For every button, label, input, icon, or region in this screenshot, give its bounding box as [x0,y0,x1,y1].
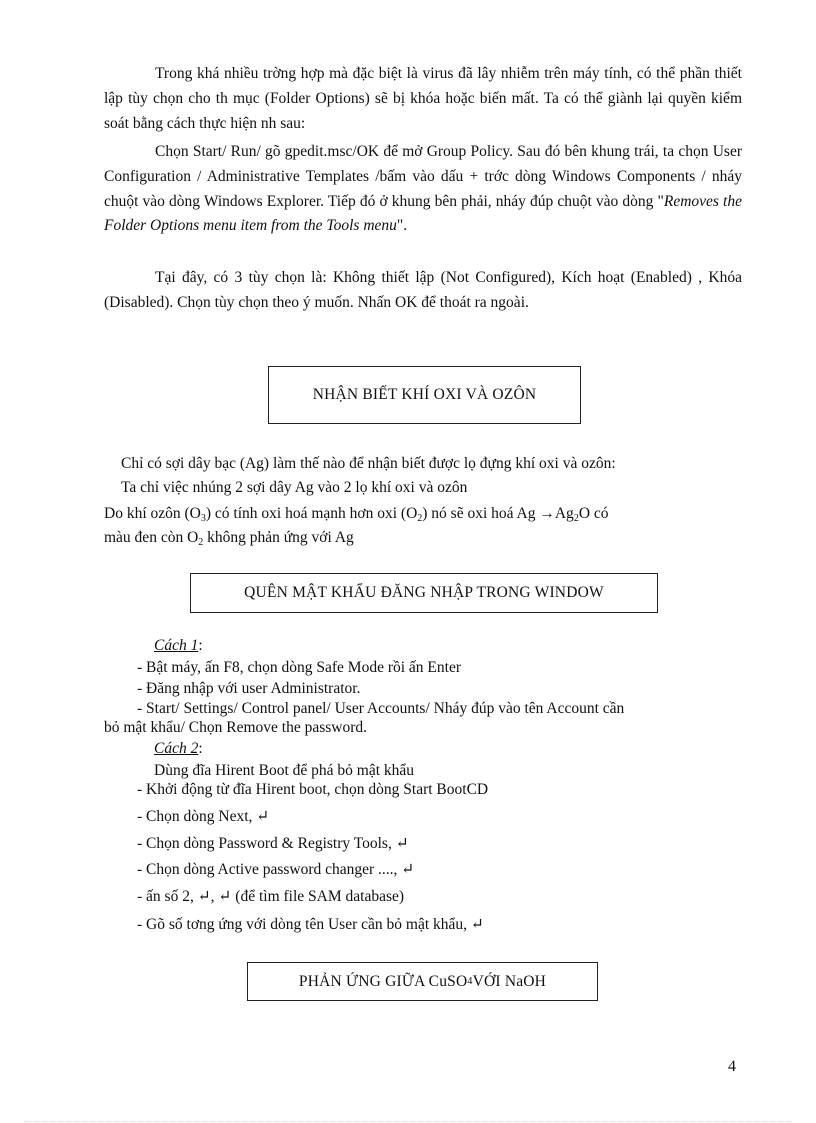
oxi-line-3-part: Do khí ozôn (O [104,505,201,522]
method-1-step-3-cont: bỏ mật khẩu/ Chọn Remove the password. [104,719,368,736]
method-1-step-2: - Đăng nhập với user Administrator. [137,680,361,697]
page-number: 4 [728,1058,736,1075]
method-1-heading [154,636,203,656]
oxi-line-3 [104,504,742,524]
method-2-step-6: - Gõ số tơng ứng với dòng tên User cần bỏ mật khẩu, ↵ [137,916,484,933]
intro-paragraph-2 [104,140,742,239]
intro-paragraph-2-text: Chọn Start/ Run/ gõ gpedit.msc/OK để mở Group Policy. Sau đó bên khung trái, ta chọn User Configuration / Administrative Templates /bấm vào dấu + trớc dòng Windows Components / nháy chuột vào dòng Windows Explorer. Tiếp đó ở khung bên phải, nháy đúp chuột vào dòng " [104,143,742,210]
oxi-line-3-part: O có [578,505,609,522]
section-title-oxi: NHẬN BIẾT KHÍ OXI VÀ OZÔN [268,366,581,424]
method-2-step-1: - Khởi động từ đĩa Hirent boot, chọn dòng Start BootCD [137,781,489,798]
method-2-intro: Dùng đĩa Hirent Boot để phá bỏ mật khẩu [154,762,415,779]
oxi-line-2: Ta chỉ việc nhúng 2 sợi dây Ag vào 2 lọ khí oxi và ozôn [121,479,468,496]
subscript: 2 [417,513,423,524]
oxi-line-4 [104,528,354,548]
method-1-colon: : [198,637,203,654]
intro-paragraph-2-end: ". [396,217,408,235]
intro-paragraph-2-italic: Removes the Folder Options menu item from the Tools menu [104,192,742,235]
oxi-line-3-part: ) có tính oxi hoá mạnh hơn oxi (O [205,505,418,522]
method-2-colon: : [198,740,203,757]
method-2-heading [154,739,203,759]
method-2-step-3: - Chọn dòng Password & Registry Tools, ↵ [137,835,409,852]
method-1-label: Cách 1 [154,637,199,654]
cuso4-title-part: VỚI NaOH [472,972,547,990]
method-2-step-2: - Chọn dòng Next, ↵ [137,808,270,825]
page-bottom-divider [24,1121,792,1122]
method-2-label: Cách 2 [154,740,199,757]
oxi-line-3-part: ) nó sẽ oxi hoá Ag →Ag [422,505,574,522]
method-2-step-5: - ấn số 2, ↵, ↵ (để tìm file SAM database) [137,888,405,905]
section-title-cuso4: PHẢN ỨNG GIỮA CuSO 4 VỚI NaOH [247,962,598,1001]
subscript: 3 [200,513,206,524]
intro-paragraph-3: Tại đây, có 3 tùy chọn là: Không thiết lập (Not Configured), Kích hoạt (Enabled) , Khóa (Disabled). Chọn tùy chọn theo ý muốn. Nhấn OK để thoát ra ngoài. [104,269,742,311]
method-2-step-4: - Chọn dòng Active password changer ...., ↵ [137,861,415,878]
oxi-line-1: Chỉ có sợi dây bạc (Ag) làm thế nào để nhận biết được lọ đựng khí oxi và ozôn: [121,455,616,472]
oxi-line-4-part: không phản ứng với Ag [203,529,354,546]
cuso4-title-part: PHẢN ỨNG GIỮA CuSO [298,972,468,990]
method-1-step-3: - Start/ Settings/ Control panel/ User Accounts/ Nháy đúp vào tên Account cần [137,700,625,717]
subscript: 2 [198,537,204,548]
section-title-password: QUÊN MẬT KHẨU ĐĂNG NHẬP TRONG WINDOW [190,573,658,613]
method-1-step-1: - Bật máy, ấn F8, chọn dòng Safe Mode rồi ấn Enter [137,659,461,676]
subscript: 2 [573,513,579,524]
oxi-line-4-part: màu đen còn O [104,529,199,546]
intro-paragraph-1: Trong khá nhiều trờng hợp mà đặc biệt là virus đã lây nhiễm trên máy tính, có thể phần thiết lập tùy chọn cho th mục (Folder Options) sẽ bị khóa hoặc biến mất. Ta có thể giành lại quyền kiểm soát bằng cách thực hiện nh sau: [104,65,742,132]
